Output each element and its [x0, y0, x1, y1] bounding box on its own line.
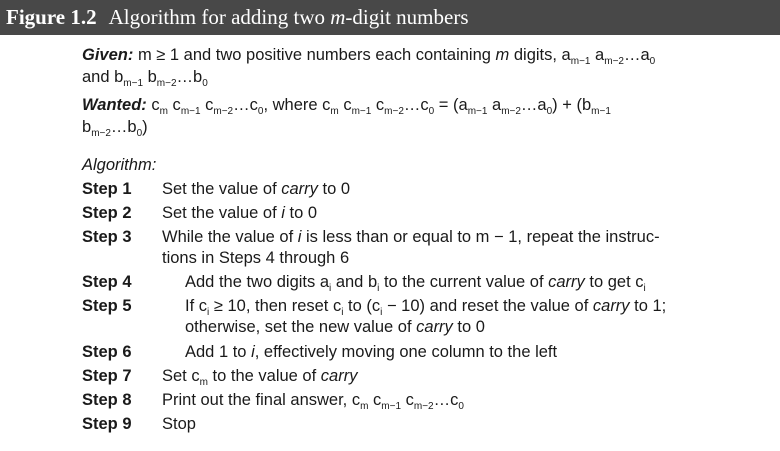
step-3-name: Step 3 — [82, 228, 132, 246]
subscript: i — [377, 283, 380, 294]
figure-title-m: m — [330, 5, 346, 29]
wanted-text: , where c — [263, 96, 331, 114]
subscript: m−2 — [604, 56, 624, 67]
subscript: m−2 — [413, 401, 434, 412]
step-5-text-cont — [185, 317, 485, 337]
step-text-part: to the value of — [207, 367, 321, 385]
subscript: 0 — [136, 128, 143, 139]
step-text-part: ≥ 10, then reset c — [209, 297, 342, 315]
step-2-text — [162, 203, 317, 223]
subscript: m — [360, 401, 369, 412]
wanted-text: = (a — [434, 96, 468, 114]
step-italic: carry — [416, 318, 453, 336]
step-text-part: − 10) and reset the value of — [382, 297, 593, 315]
step-7-name: Step 7 — [82, 367, 132, 385]
given-label: Given: — [82, 46, 134, 64]
subscript: m — [199, 377, 208, 388]
step-5-text — [185, 296, 666, 316]
subscript: m−2 — [91, 128, 111, 139]
wanted-text: c — [371, 96, 385, 114]
wanted-text: …c — [233, 96, 258, 114]
subscript: m — [330, 106, 339, 117]
subscript: m−1 — [591, 106, 611, 117]
subscript: m−1 — [467, 106, 488, 117]
wanted-text: …b — [110, 118, 137, 136]
given-text: and b — [82, 68, 124, 86]
subscript: m−2 — [213, 106, 234, 117]
subscript: 0 — [649, 56, 656, 67]
algorithm-label: Algorithm: — [82, 156, 157, 174]
step-5-name: Step 5 — [82, 297, 132, 315]
subscript: 0 — [428, 106, 435, 117]
figure-title-part: Algorithm for adding two — [108, 5, 331, 29]
subscript: 0 — [546, 106, 553, 117]
step-text-part: to 0 — [452, 318, 485, 336]
subscript: 0 — [257, 106, 264, 117]
step-6-name: Step 6 — [82, 343, 132, 361]
wanted-label: Wanted: — [82, 96, 147, 114]
given-text: …a — [623, 46, 650, 64]
subscript: 0 — [202, 78, 208, 89]
step-3-text-cont: tions in Steps 4 through 6 — [162, 249, 350, 267]
given-text: a — [590, 46, 605, 64]
step-text-part: Set the value of — [162, 204, 282, 222]
subscript: m−1 — [123, 78, 144, 89]
step-italic: carry — [548, 273, 585, 291]
step-2-name: Step 2 — [82, 204, 132, 222]
step-text-part: If c — [185, 297, 208, 315]
step-italic: i — [281, 204, 285, 222]
given-text: digits, a — [509, 46, 571, 64]
step-italic: carry — [320, 367, 358, 385]
wanted-text: c — [146, 96, 160, 114]
step-text-part: to (c — [343, 297, 381, 315]
step-1-name: Step 1 — [82, 180, 132, 198]
step-1-text — [162, 179, 350, 199]
subscript: m — [159, 106, 168, 117]
wanted-text: c — [167, 96, 181, 114]
subscript: i — [380, 307, 383, 318]
subscript: i — [329, 283, 332, 294]
wanted-text: b — [82, 118, 92, 136]
figure-title — [109, 5, 469, 30]
step-text-part: to 1; — [629, 297, 667, 315]
step-text-part: …c — [433, 391, 459, 409]
step-text-part: Add the two digits a — [185, 273, 330, 291]
step-text-part: Print out the final answer, c — [162, 391, 361, 409]
step-text-part: to 0 — [284, 204, 318, 222]
step-text-part: is less than or equal to m − 1, repeat the instruc- — [301, 228, 660, 246]
step-italic: i — [251, 343, 255, 361]
given-line-1 — [82, 45, 655, 65]
wanted-text: ) + (b — [552, 96, 592, 114]
step-4-name: Step 4 — [82, 273, 132, 291]
given-text: …b — [176, 68, 203, 86]
step-text-part: to get c — [584, 273, 644, 291]
subscript: m−1 — [180, 106, 201, 117]
wanted-text: ) — [142, 118, 148, 136]
step-text-part: While the value of — [162, 228, 298, 246]
step-9-name: Step 9 — [82, 415, 132, 433]
step-text-part: Add 1 to — [185, 343, 252, 361]
subscript: m−2 — [156, 78, 177, 89]
subscript: i — [341, 307, 344, 318]
given-m: m — [495, 46, 510, 64]
figure-label: Figure 1.2 — [6, 5, 97, 29]
step-text-part: c — [401, 391, 414, 409]
subscript: i — [207, 307, 210, 318]
figure-title-part: -digit numbers — [345, 5, 469, 29]
step-7-text — [162, 366, 357, 386]
subscript: m−2 — [501, 106, 521, 117]
step-text-part: to 0 — [317, 180, 351, 198]
step-italic: i — [297, 228, 302, 246]
step-3-text — [162, 227, 660, 247]
wanted-line-1 — [82, 95, 611, 115]
subscript: i — [643, 283, 646, 294]
wanted-text: …a — [520, 96, 547, 114]
step-text-part: , effectively moving one column to the left — [254, 343, 558, 361]
step-italic: carry — [592, 297, 630, 315]
subscript: m−1 — [351, 106, 372, 117]
subscript: m−1 — [570, 56, 591, 67]
step-text-part: and b — [331, 273, 378, 291]
given-text: m ≥ 1 and two positive numbers each containing — [133, 46, 496, 64]
wanted-line-2 — [82, 117, 148, 137]
step-9-text: Stop — [162, 415, 196, 433]
step-8-text — [162, 390, 464, 410]
step-text-part: Set c — [162, 367, 200, 385]
wanted-text: c — [200, 96, 214, 114]
step-8-name: Step 8 — [82, 391, 132, 409]
step-italic: carry — [281, 180, 318, 198]
wanted-text: a — [487, 96, 502, 114]
wanted-text: …c — [403, 96, 429, 114]
step-4-text — [185, 272, 646, 292]
figure-title-bar — [0, 0, 780, 35]
step-text-part: otherwise, set the new value of — [185, 318, 417, 336]
subscript: 0 — [458, 401, 464, 412]
subscript: m−2 — [384, 106, 404, 117]
given-text: b — [143, 68, 157, 86]
subscript: m−1 — [381, 401, 402, 412]
step-6-text — [185, 342, 557, 362]
given-line-2 — [82, 67, 208, 87]
step-text-part: to the current value of — [379, 273, 549, 291]
step-text-part: c — [368, 391, 382, 409]
wanted-text: c — [338, 96, 352, 114]
step-text-part: Set the value of — [162, 180, 282, 198]
